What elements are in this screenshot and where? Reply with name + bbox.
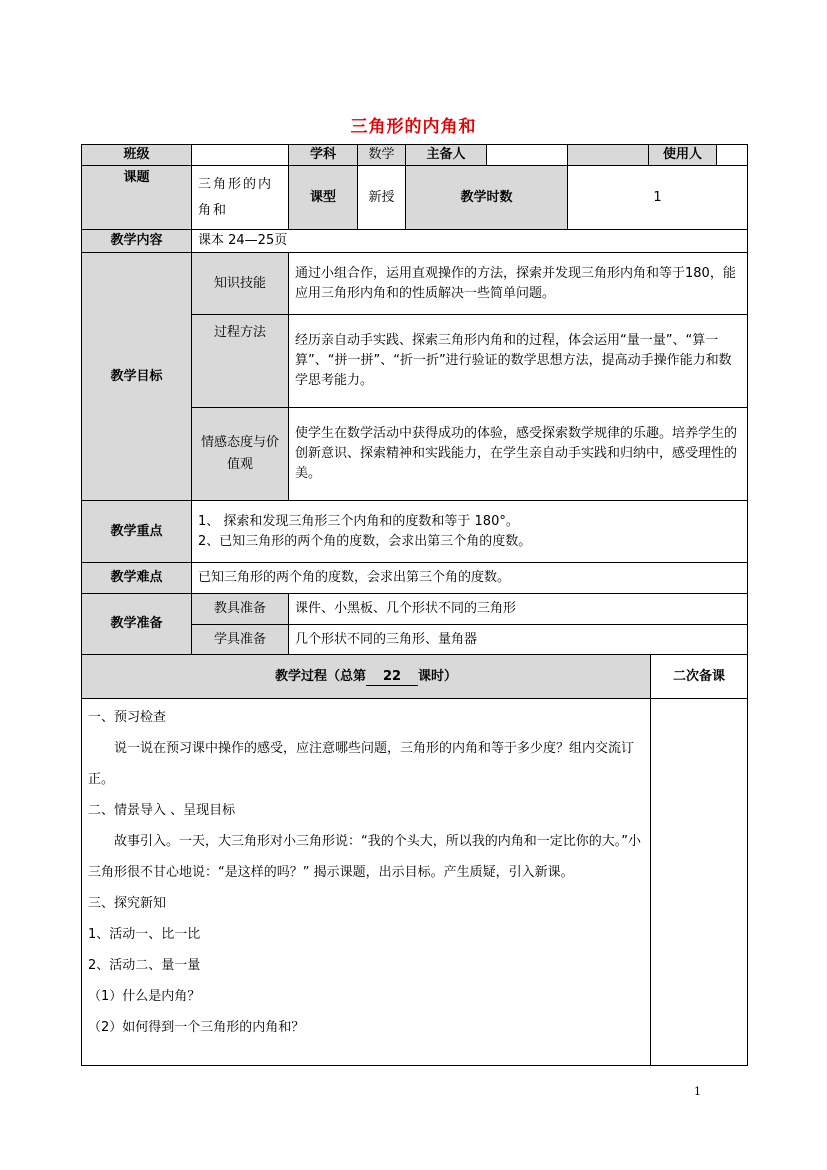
goal-name-process: 过程方法 <box>192 315 289 408</box>
teacher-aids-value: 课件、小黑板、几个形状不同的三角形 <box>289 594 748 625</box>
lesson-type-label: 课型 <box>289 166 358 230</box>
subject-label: 学科 <box>289 145 358 166</box>
lesson-type-value: 新授 <box>358 166 406 230</box>
second-prep-header: 二次备课 <box>651 655 748 699</box>
topic-label: 课题 <box>82 166 192 230</box>
preparer-label: 主备人 <box>406 145 487 166</box>
section-preview-check: 一、预习检查 <box>88 710 167 725</box>
goal-text-process: 经历亲自动手实践、探索三角形内角和的过程，体会运用“量一量”、“算一算”、“拼一拼”、“折一折”进行验证的数学思想方法，提高动手操作能力和数学思考能力。 <box>289 315 748 408</box>
teaching-hours-value: 1 <box>568 166 748 230</box>
teaching-hours-label: 教学时数 <box>406 166 568 230</box>
teacher-aids-label: 教具准备 <box>192 594 289 625</box>
goal-text-knowledge: 通过小组合作，运用直观操作的方法，探索并发现三角形内角和等于180，能应用三角形内角和的性质解决一些简单问题。 <box>289 253 748 315</box>
key-point-2: 2、已知三角形的两个角的度数，会求出第三个角的度数。 <box>198 533 532 549</box>
topic-value: 三角形的内角和 <box>192 166 289 230</box>
student-aids-value: 几个形状不同的三角形、量角器 <box>289 625 748 655</box>
section-scenario: 二、情景导入 、呈现目标 <box>88 803 236 818</box>
second-prep-notes <box>651 699 748 1066</box>
preparer-value-shaded <box>568 145 649 166</box>
goal-name-attitude: 情感态度与价值观 <box>192 408 289 501</box>
user-value <box>717 145 748 166</box>
content-label: 教学内容 <box>82 230 192 253</box>
activity-1: 1、活动一、比一比 <box>88 927 201 942</box>
difficulty-label: 教学难点 <box>82 563 192 594</box>
difficulty-text: 已知三角形的两个角的度数，会求出第三个角的度数。 <box>192 563 748 594</box>
lesson-count: 22 <box>366 669 418 686</box>
subject-value: 数学 <box>358 145 406 166</box>
goals-label: 教学目标 <box>82 253 192 501</box>
paragraph-story: 故事引入。一天，大三角形对小三角形说：“我的个头大，所以我的内角和一定比你的大。”小三角形很不甘心地说：“是这样的吗？” 揭示课题，出示目标。产生质疑，引入新课。 <box>88 834 641 880</box>
question-1: （1）什么是内角？ <box>88 989 201 1004</box>
process-header-suffix: 课时） <box>418 668 458 684</box>
key-point-1: 1、 探索和发现三角形三个内角和的度数和等于 180°。 <box>198 513 519 529</box>
goal-text-attitude: 使学生在数学活动中获得成功的体验，感受探索数学规律的乐趣。培养学生的创新意识、探索精神和实践能力，在学生亲自动手实践和归纳中，感受理性的美。 <box>289 408 748 501</box>
class-label: 班级 <box>82 145 192 166</box>
document-title: 三角形的内角和 <box>350 117 477 137</box>
key-points-label: 教学重点 <box>82 501 192 563</box>
teaching-process-table <box>81 654 748 1066</box>
question-2: （2）如何得到一个三角形的内角和？ <box>88 1020 305 1035</box>
activity-2: 2、活动二、量一量 <box>88 958 201 973</box>
content-value: 课本 24—25页 <box>192 230 748 253</box>
section-explore: 三、探究新知 <box>88 896 167 911</box>
preparer-value <box>487 145 568 166</box>
process-header <box>82 655 651 699</box>
preparation-label: 教学准备 <box>82 594 192 655</box>
process-content <box>82 699 651 1066</box>
class-value <box>192 145 289 166</box>
lesson-info-table <box>81 144 748 655</box>
student-aids-label: 学具准备 <box>192 625 289 655</box>
key-points-text <box>192 501 748 563</box>
page-number: 1 <box>694 1085 701 1098</box>
process-header-prefix: 教学过程（总第 <box>274 668 366 684</box>
goal-name-knowledge: 知识技能 <box>192 253 289 315</box>
user-label: 使用人 <box>649 145 717 166</box>
paragraph-preview: 说一说在预习课中操作的感受，应注意哪些问题，三角形的内角和等于多少度？组内交流订正。 <box>88 741 635 787</box>
